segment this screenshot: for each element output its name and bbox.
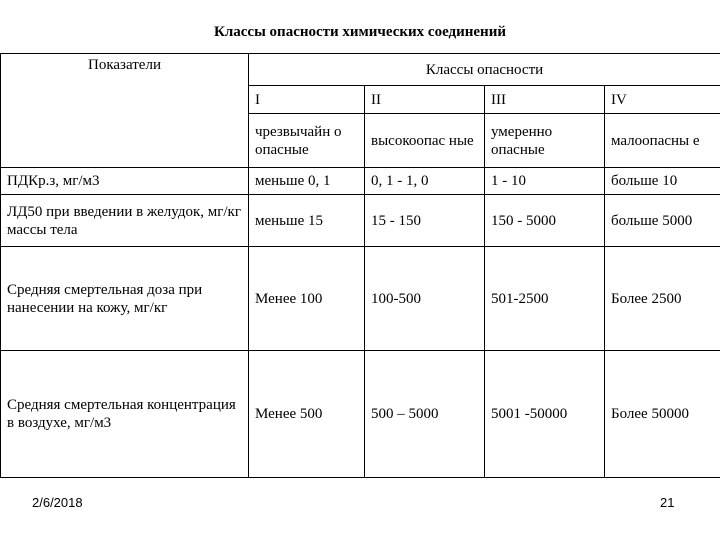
hazard-classes-table — [0, 53, 720, 478]
cell-value: Более 2500 — [605, 247, 720, 351]
cell-value: 501-2500 — [485, 247, 605, 351]
classes-header: Классы опасности — [249, 54, 720, 86]
cell-value: 5001 -50000 — [485, 351, 605, 478]
row-label: Средняя смертельная концентрация в воздухе, мг/м3 — [1, 351, 249, 478]
table-row — [1, 195, 720, 247]
cell-value: Менее 500 — [249, 351, 365, 478]
cell-value: 1 - 10 — [485, 168, 605, 195]
table-row — [1, 247, 720, 351]
row-label: Средняя смертельная доза при нанесении на кожу, мг/кг — [1, 247, 249, 351]
page-title: Классы опасности химических соединений — [213, 24, 506, 40]
class-name: умеренно опасные — [485, 114, 605, 168]
cell-value: Более 50000 — [605, 351, 720, 478]
cell-value: 100-500 — [365, 247, 485, 351]
class-number: III — [485, 86, 605, 114]
class-name: чрезвычайн о опасные — [249, 114, 365, 168]
cell-value: больше 5000 — [605, 195, 720, 247]
cell-value: больше 10 — [605, 168, 720, 195]
row-label: ПДКр.з, мг/м3 — [1, 168, 249, 195]
class-name: малоопасны е — [605, 114, 720, 168]
class-number: I — [249, 86, 365, 114]
cell-value: Менее 100 — [249, 247, 365, 351]
table-row — [1, 351, 720, 478]
page-number: 21 — [660, 495, 675, 510]
footer-date: 2/6/2018 — [32, 495, 83, 510]
cell-value: 150 - 5000 — [485, 195, 605, 247]
row-label: ЛД50 при введении в желудок, мг/кг массы тела — [1, 195, 249, 247]
table-row — [1, 168, 720, 195]
cell-value: 0, 1 - 1, 0 — [365, 168, 485, 195]
cell-value: 500 – 5000 — [365, 351, 485, 478]
class-name: высокоопас ные — [365, 114, 485, 168]
cell-value: 15 - 150 — [365, 195, 485, 247]
indicators-header: Показатели — [1, 54, 249, 168]
cell-value: меньше 15 — [249, 195, 365, 247]
cell-value: меньше 0, 1 — [249, 168, 365, 195]
class-number: II — [365, 86, 485, 114]
class-number: IV — [605, 86, 720, 114]
